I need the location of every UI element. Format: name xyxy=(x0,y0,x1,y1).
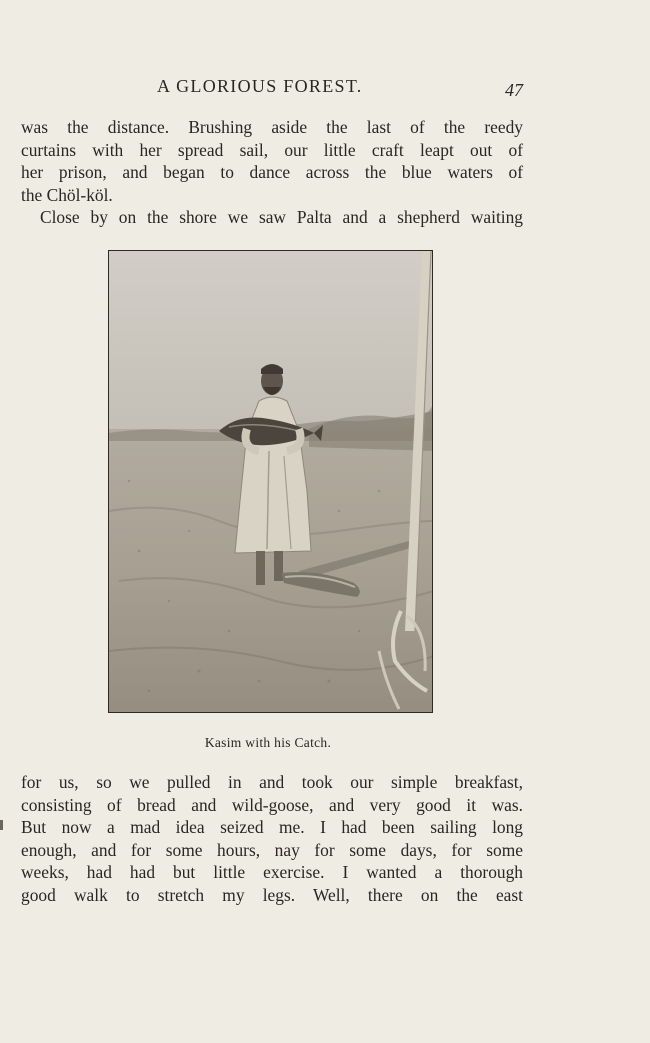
text-line: the Chöl-köl. xyxy=(21,184,113,205)
text-line: enough, and for some hours, nay for some days, for some xyxy=(21,839,523,860)
paragraph-3 xyxy=(21,771,523,906)
text-line: weeks, had had but little exercise. I wanted a thorough xyxy=(21,862,523,882)
running-title: A GLORIOUS FOREST. xyxy=(157,76,363,96)
paragraph-2 xyxy=(21,206,523,229)
text-line: her prison, and began to dance across the blue waters of xyxy=(21,162,523,182)
text-line: good walk to stretch my legs. Well, there on the east xyxy=(21,884,523,905)
text-line: Close by on the shore we saw Palta and a shepherd waiting xyxy=(40,207,523,227)
figure-caption xyxy=(0,735,650,751)
paragraph-1 xyxy=(21,116,523,206)
text-line: But now a mad idea seized me. I had been sailing long xyxy=(21,817,523,837)
photograph-image xyxy=(109,251,433,713)
photograph-kasim-with-fish xyxy=(108,250,433,713)
text-line: consisting of bread and wild-goose, and very good it was. xyxy=(21,794,523,815)
caption-text: Kasim with his Catch. xyxy=(204,735,332,750)
text-line: for us, so we pulled in and took our simple breakfast, xyxy=(21,772,523,792)
page-edge-mark xyxy=(0,820,3,830)
page-number: 47 xyxy=(505,80,523,100)
text-line: was the distance. Brushing aside the last of the reedy xyxy=(21,117,523,137)
running-head xyxy=(0,76,650,102)
text-line: curtains with her spread sail, our little craft leapt out of xyxy=(21,139,523,160)
